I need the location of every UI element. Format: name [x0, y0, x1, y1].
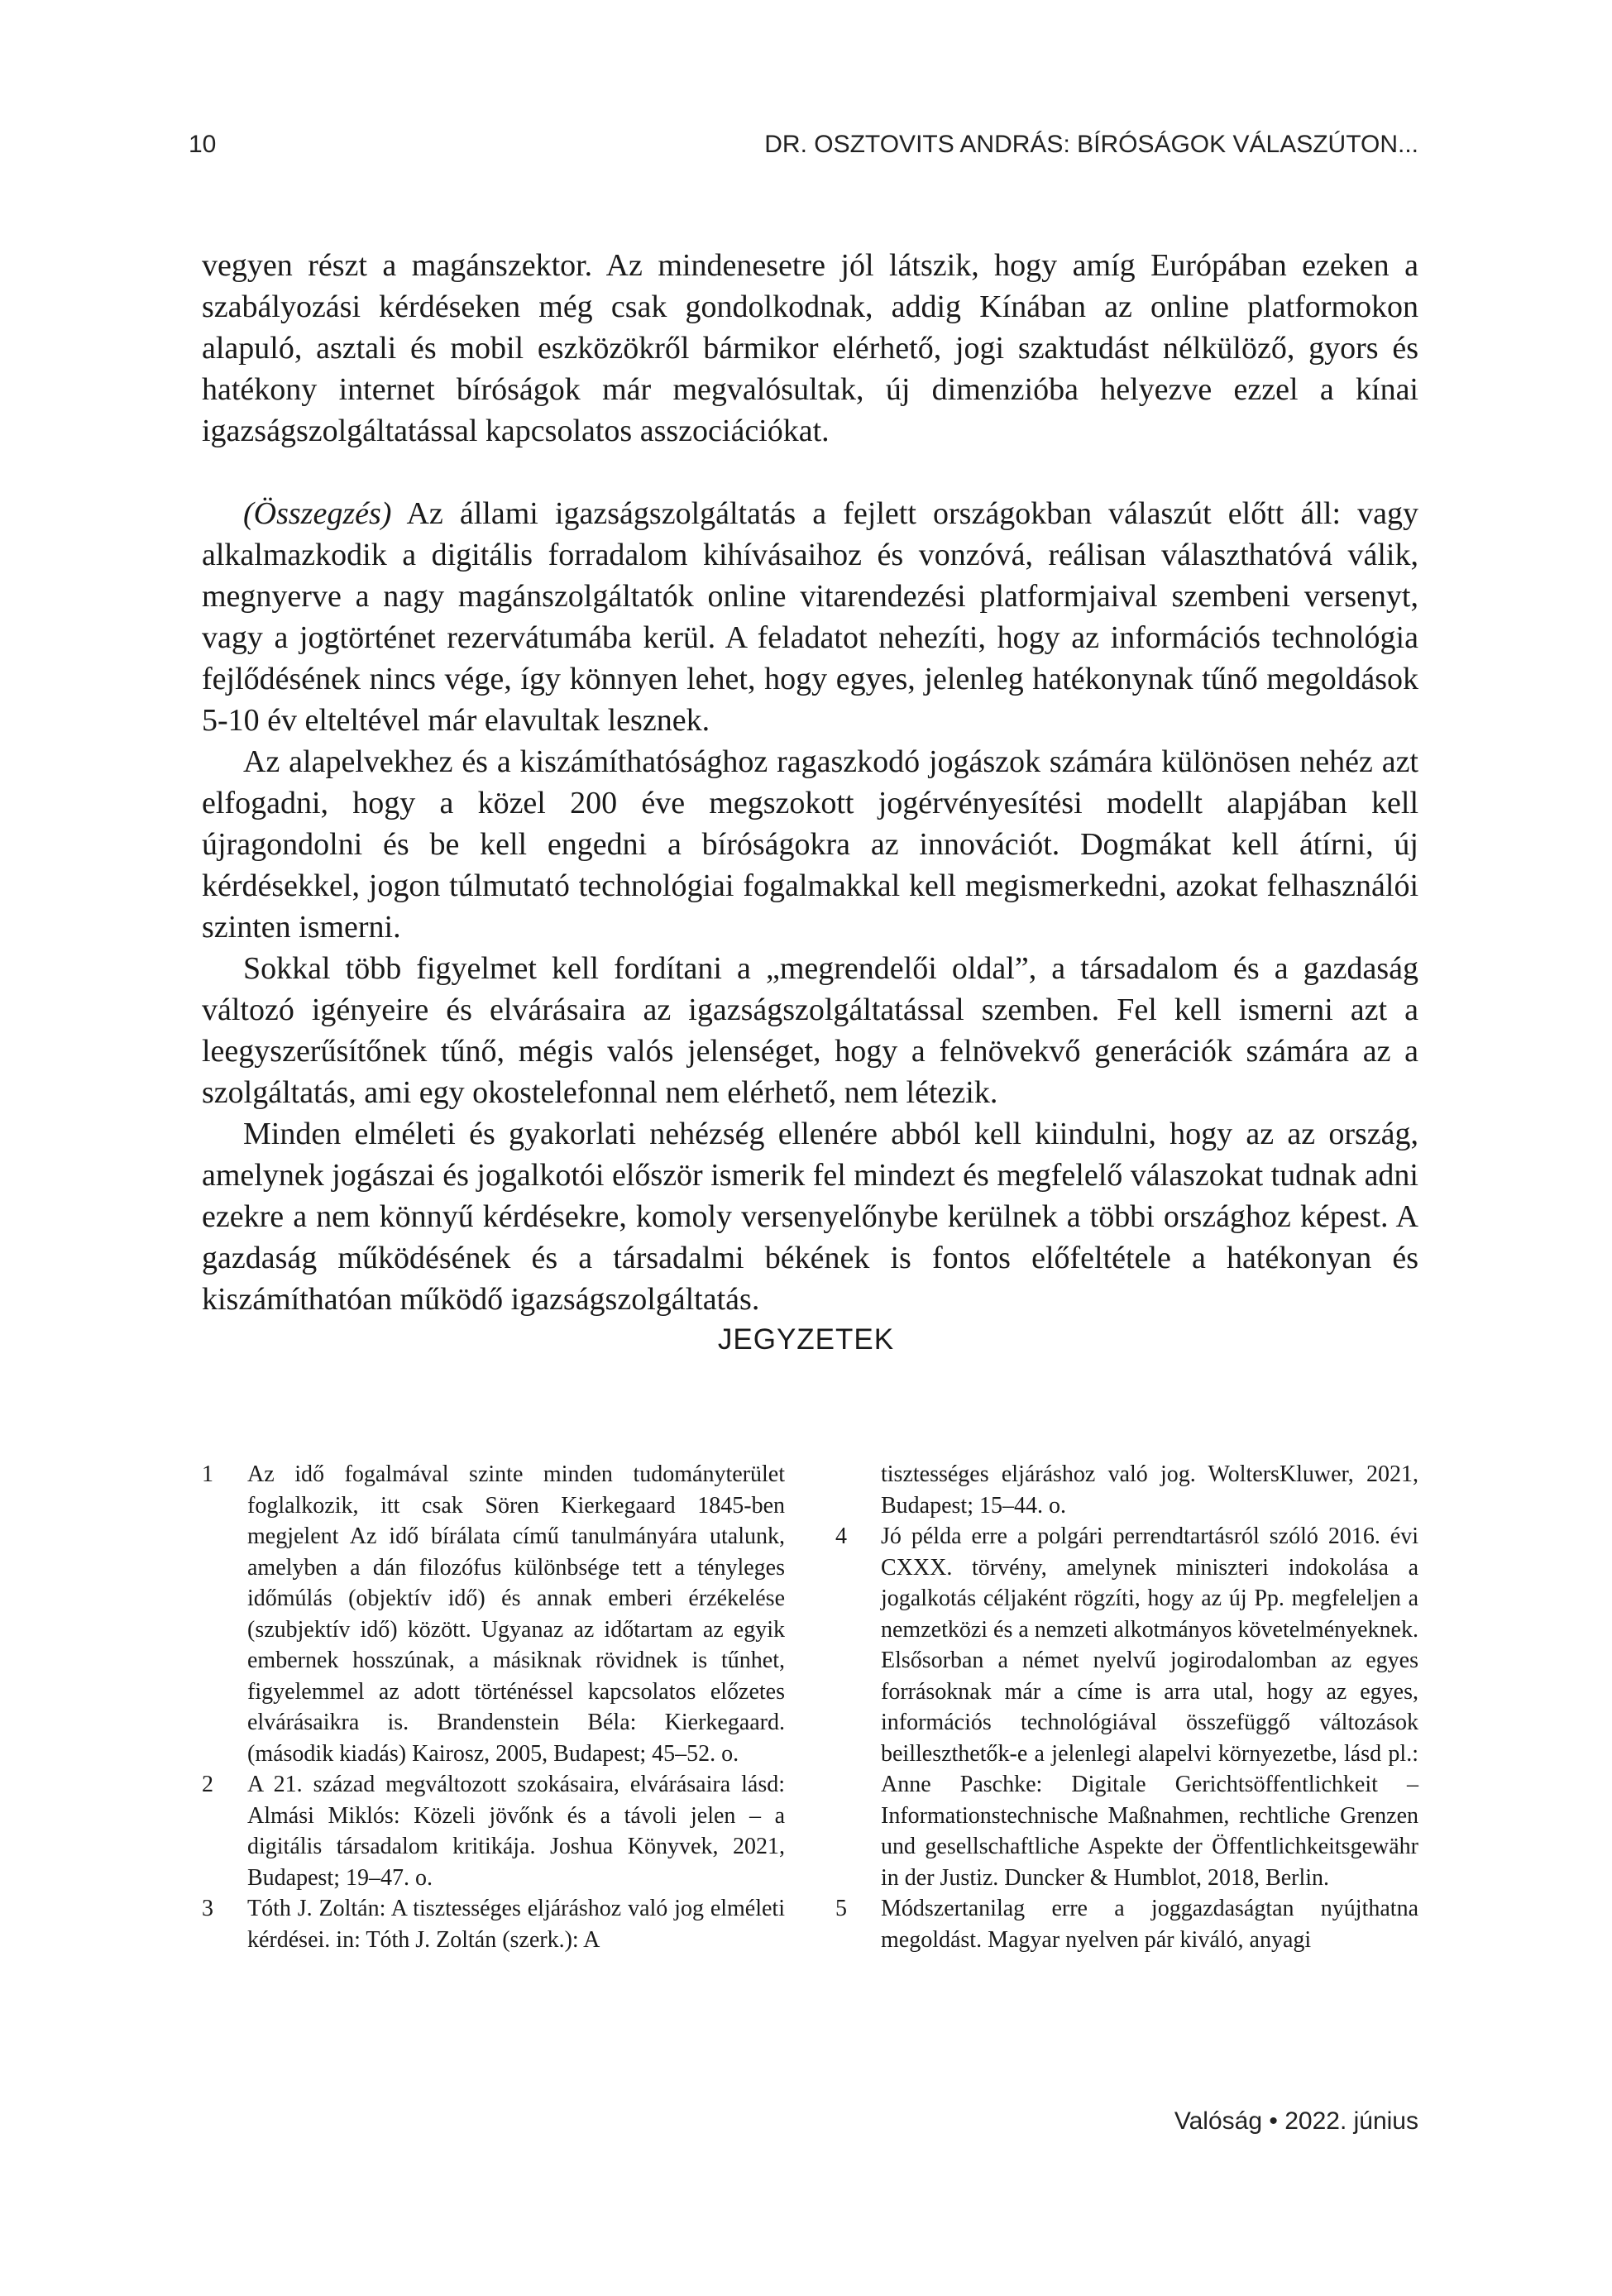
paragraph-5: Minden elméleti és gyakorlati nehézség ellenére abból kell kiindulni, hogy az az ország, amelynek jogászai és jogalkotói először ismerik fel mindezt és megfelelő válaszokat tudnak adni ezekre a nem könnyű kérdésekre, komoly versenyelőnybe kerülnek a többi országhoz képest. A gazdaság működésének és a társadalmi békének is fontos előfeltétele a hatékonyan és kiszámíthatóan működő igazságszolgáltatás. — [202, 1117, 1418, 1317]
running-title: DR. OSZTOVITS ANDRÁS: BÍRÓSÁGOK VÁLASZÚTON... — [764, 131, 1418, 158]
footer: Valóság • 2022. június — [1174, 2107, 1418, 2135]
note-number: 1 — [202, 1461, 213, 1487]
note-text: Tóth J. Zoltán: A tisztességes eljáráshoz való jog elméleti kérdései. in: Tóth J. Zoltán (szerk.): A — [247, 1896, 785, 1953]
note-2 — [202, 1769, 785, 1893]
note-text: A 21. század megváltozott szokásaira, elvárásaira lásd: Almási Miklós: Közeli jövőnk és a távoli jelen – a digitális társadalom kritikája. Joshua Könyvek, 2021, Budapest; 19–47. o. — [247, 1772, 785, 1891]
paragraph-1: vegyen részt a magánszektor. Az mindenesetre jól látszik, hogy amíg Európában ezeken a szabályozási kérdéseken még csak gondolkodnak, addig Kínában az online platformokon alapuló, asztali és mobil eszközökről bármikor elérhető, jogi szaktudást nélkülöző, gyors és hatékony internet bíróságok már megvalósultak, új dimenzióba helyezve ezzel a kínai igazságszolgáltatással kapcsolatos asszociációkat. — [202, 248, 1418, 448]
note-text: Módszertanilag erre a joggazdaságtan nyújthatna megoldást. Magyar nyelven pár kiváló, anyagi — [881, 1896, 1418, 1953]
notes-title: JEGYZETEK — [717, 1323, 895, 1356]
note-number: 2 — [202, 1772, 213, 1797]
paragraph-4: Sokkal több figyelmet kell fordítani a „megrendelői oldal”, a társadalom és a gazdaság változó igényeire és elvárásaira az igazságszolgáltatással szemben. Fel kell ismerni azt a leegyszerűsítőnek tűnő, mégis valós jelenséget, hogy a felnövekvő generációk számára az a szolgáltatás, ami egy okostelefonnal nem elérhető, nem létezik. — [202, 951, 1418, 1110]
note-1 — [202, 1459, 785, 1769]
note-3-continued — [835, 1459, 1418, 1521]
note-5 — [835, 1893, 1418, 1955]
paragraph-3: Az alapelvekhez és a kiszámíthatósághoz ragaszkodó jogászok számára különösen nehéz azt elfogadni, hogy a közel 200 éve megszokott jogérvényesítési modellt alapjában kell újragondolni és be kell engedni a bíróságokra az innovációt. Dogmákat kell átírni, új kérdésekkel, jogon túlmutató technológiai fogalmakkal kell megismerkedni, azokat felhasználói szinten ismerni. — [202, 744, 1418, 945]
note-3 — [202, 1893, 785, 1955]
notes — [202, 1459, 1418, 1955]
running-head — [189, 131, 1418, 159]
notes-column-right — [835, 1459, 1418, 1955]
note-text: tisztességes eljáráshoz való jog. WoltersKluwer, 2021, Budapest; 15–44. o. — [881, 1461, 1418, 1519]
page-number: 10 — [189, 131, 217, 158]
notes-column-left — [202, 1459, 785, 1955]
paragraph-2 — [202, 493, 1418, 741]
note-number: 3 — [202, 1896, 213, 1921]
body-text — [202, 245, 1418, 1320]
note-4 — [835, 1521, 1418, 1893]
note-text: Jó példa erre a polgári perrendtartásról szóló 2016. évi CXXX. törvény, amelynek miniszteri indokolása a jogalkotás céljaként rögzíti, hogy az új Pp. megfeleljen a nemzetközi és a nemzeti alkotmányos követelményeknek. Elsősorban a német nyelvű jogirodalomban az egyes forrásoknak már a címe is arra utal, hogy az egyes, információs technológiával összefüggő változások beilleszthetők-e a jelenlegi alapelvi környezetbe, lásd pl.: Anne Paschke: Digitale Gerichtsöffentlichkeit – Informationstechnische Maßnahmen, rechtliche Grenzen und gesellschaftliche Aspekte der Öffentlichkeitsgewähr in der Justiz. Duncker & Humblot, 2018, Berlin. — [881, 1523, 1418, 1891]
paragraph-2-lead: (Összegzés) — [243, 496, 392, 531]
note-number: 4 — [835, 1523, 847, 1549]
note-number: 5 — [835, 1896, 847, 1921]
note-text: Az idő fogalmával szinte minden tudományterület foglalkozik, itt csak Sören Kierkegaard 1845-ben megjelent Az idő bírálata című tanulmányára utalunk, amelyben a dán filozófus különbsége tett a tényleges időmúlás (objektív idő) és annak emberi érzékelése (szubjektív idő) között. Ugyanaz az időtartam az egyik embernek hosszúnak, a másiknak rövidnek is tűnhet, figyelemmel az adott történéssel kapcsolatos előzetes elvárásaikra is. Brandenstein Béla: Kierkegaard. (második kiadás) Kairosz, 2005, Budapest; 45–52. o. — [247, 1461, 785, 1767]
paragraph-2-text: Az állami igazságszolgáltatás a fejlett országokban válaszút előtt áll: vagy alkalmazkodik a digitális forradalom kihívásaihoz és vonzóvá, reálisan választhatóvá válik, megnyerve a nagy magánszolgáltatók online vitarendezési platformjaival szembeni versenyt, vagy a jogtörténet rezervátumába kerül. A feladatot nehezíti, hogy az információs technológia fejlődésének nincs vége, így könnyen lehet, hogy egyes, jelenleg hatékonynak tűnő megoldások 5-10 év elteltével már elavultak lesznek. — [202, 496, 1418, 738]
